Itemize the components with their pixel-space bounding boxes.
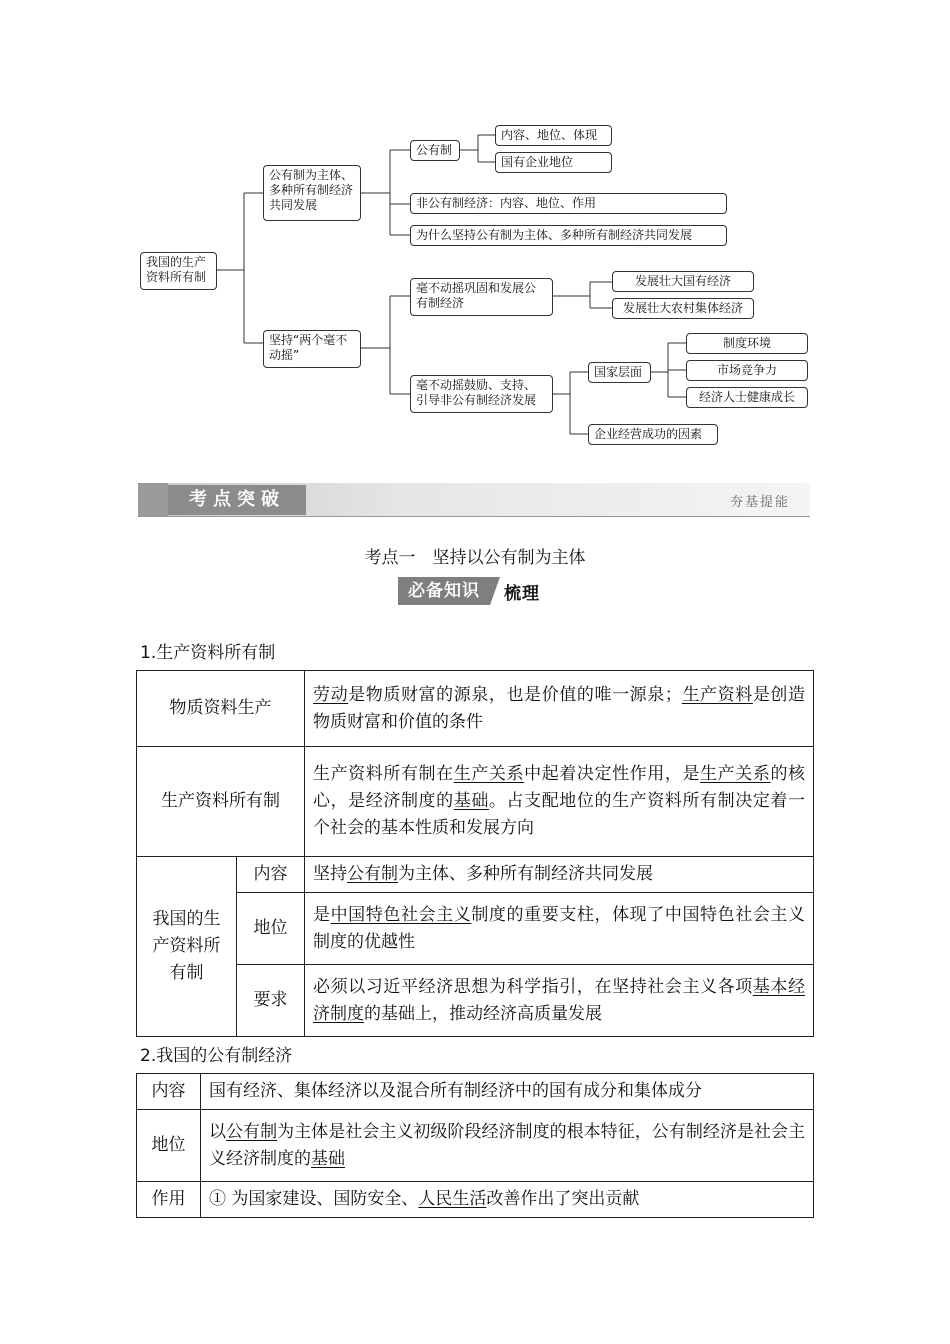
section-title: 考点一 坚持以公有制为主体 <box>364 548 586 568</box>
table-text-cell: 是中国特色社会主义制度的重要支柱，体现了中国特色社会主义制度的优越性 <box>305 893 814 965</box>
table-text-cell: 国有经济、集体经济以及混合所有制经济中的国有成分和集体成分 <box>201 1074 814 1110</box>
banner-title: 考点突破 <box>168 485 306 515</box>
banner-stripe <box>138 483 168 517</box>
table-text-cell: ① 为国家建设、国防安全、人民生活改善作出了突出贡献 <box>201 1182 814 1218</box>
mindmap-node-institutional: 制度环境 <box>686 333 808 354</box>
mindmap-node-collective-economy: 发展壮大农村集体经济 <box>612 298 754 319</box>
mindmap-node-competitiveness: 市场竞争力 <box>686 360 808 381</box>
mindmap-node-entrepreneurs: 经济人士健康成长 <box>686 387 808 408</box>
table-sublabel-cell: 要求 <box>237 965 305 1037</box>
mindmap-node-national: 国家层面 <box>588 362 651 383</box>
table-text-cell: 坚持公有制为主体、多种所有制经济共同发展 <box>305 857 814 893</box>
mindmap-node-state-economy: 发展壮大国有经济 <box>612 271 754 292</box>
badge-slash <box>490 577 500 605</box>
mindmap-root: 我国的生产资料所有制 <box>140 252 217 290</box>
mindmap-node-soe-status: 国有企业地位 <box>495 152 612 173</box>
table-label-cell: 地位 <box>137 1110 201 1182</box>
mindmap-node-consolidate: 毫不动摇巩固和发展公有制经济 <box>410 278 553 316</box>
table-row <box>137 965 814 1037</box>
mindmap-node-why: 为什么坚持公有制为主体、多种所有制经济共同发展 <box>410 225 727 246</box>
table-text-cell: 劳动是物质财富的源泉，也是价值的唯一源泉；生产资料是创造物质财富和价值的条件 <box>305 671 814 747</box>
table-row <box>137 1110 814 1182</box>
mindmap-node-enterprise: 企业经营成功的因素 <box>588 424 718 445</box>
mindmap-node-public-content: 内容、地位、体现 <box>495 125 612 146</box>
table-text-cell: 生产资料所有制在生产关系中起着决定性作用，是生产关系的核心，是经济制度的基础。占支配地位的生产资料所有制决定着一个社会的基本性质和发展方向 <box>305 747 814 857</box>
ownership-table <box>136 670 814 1037</box>
heading-ownership: 1.生产资料所有制 <box>140 643 276 663</box>
table-label-cell: 内容 <box>137 1074 201 1110</box>
table-sublabel-cell: 内容 <box>237 857 305 893</box>
table-text-cell: 必须以习近平经济思想为科学指引，在坚持社会主义各项基本经济制度的基础上，推动经济高质量发展 <box>305 965 814 1037</box>
table-row <box>137 893 814 965</box>
heading-public-economy: 2.我国的公有制经济 <box>140 1046 293 1066</box>
banner-divider <box>138 516 810 517</box>
table-row <box>137 857 814 893</box>
table-label-cell: 我国的生产资料所有制 <box>137 857 237 1037</box>
banner-subtitle: 夯基提能 <box>729 495 790 510</box>
table-label-cell: 生产资料所有制 <box>137 747 305 857</box>
mindmap-node-encourage: 毫不动摇鼓励、支持、引导非公有制经济发展 <box>410 375 553 413</box>
table-row <box>137 1074 814 1110</box>
knowledge-badge <box>398 577 546 605</box>
mindmap-branch-public-ownership: 公有制为主体、多种所有制经济共同发展 <box>263 165 361 221</box>
table-row <box>137 1182 814 1218</box>
table-row <box>137 671 814 747</box>
badge-dark: 必备知识 <box>398 577 490 605</box>
mindmap-node-nonpublic: 非公有制经济：内容、地位、作用 <box>410 193 727 214</box>
public-economy-table <box>136 1073 814 1218</box>
badge-light: 梳理 <box>504 583 540 604</box>
table-label-cell: 作用 <box>137 1182 201 1218</box>
table-row <box>137 747 814 857</box>
mindmap-node-public: 公有制 <box>410 140 460 161</box>
table-label-cell: 物质资料生产 <box>137 671 305 747</box>
table-sublabel-cell: 地位 <box>237 893 305 965</box>
mindmap-branch-two-unwavering: 坚持“两个毫不动摇” <box>263 330 361 368</box>
table-text-cell: 以公有制为主体是社会主义初级阶段经济制度的根本特征，公有制经济是社会主义经济制度的基础 <box>201 1110 814 1182</box>
